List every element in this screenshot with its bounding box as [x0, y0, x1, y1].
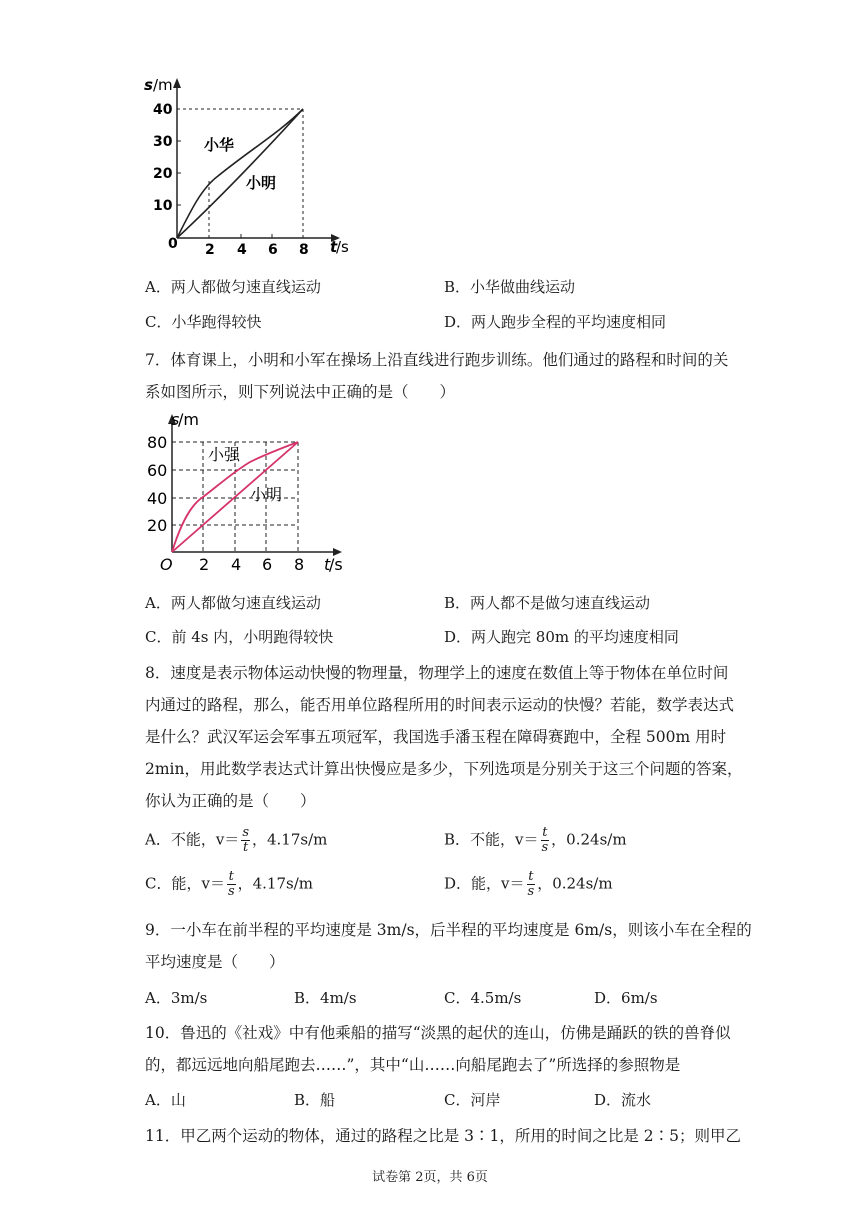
- graph-2-xlabel-unit: /s: [329, 555, 343, 574]
- graph-2-xtick: 4: [231, 555, 242, 574]
- graph-1-xlabel-t: t: [330, 238, 338, 256]
- graph-2-ytick: 80: [147, 433, 168, 452]
- graph-1-ytick: 10: [153, 198, 173, 214]
- q8-stem-line4: 2min，用此数学表达式计算出快慢应是多少，下列选项是分别关于这三个问题的答案，: [145, 760, 743, 778]
- fraction: $\frac{s}{t}$: [242, 825, 249, 855]
- q10-stem-line2: 的，都远远地向船尾跑去……”，其中“山……向船尾跑去了”所选择的参照物是: [145, 1056, 681, 1074]
- graph-2-xlabel-t: t: [324, 555, 331, 574]
- q8-stem-line3: 是什么？武汉军运会军事五项冠军，我国选手潘玉程在障碍赛跑中，全程 500m 用时: [145, 728, 727, 746]
- q10-option-a: A．山: [145, 1091, 186, 1109]
- q6-option-b: B．小华做曲线运动: [444, 278, 576, 296]
- q8-option-d: D．能，v＝ $\frac{t}{s}$ ，0.24s/m: [444, 869, 613, 899]
- graph-1-label-xiaoming: 小明: [246, 174, 277, 192]
- graph-1-ytick: 30: [153, 134, 173, 150]
- q9-option-c: C．4.5m/s: [444, 989, 522, 1007]
- q9-option-b: B．4m/s: [294, 989, 357, 1007]
- graph-1-ylabel-s: s: [144, 76, 153, 94]
- q8-option-a: A．不能，v＝ $\frac{s}{t}$ ，4.17s/m: [145, 825, 328, 855]
- page-footer: 试卷第 2页，共 6页: [372, 1170, 488, 1185]
- q9-stem-line1: 9．一小车在前半程的平均速度是 3m/s，后半程的平均速度是 6m/s，则该小车在全程的: [145, 921, 752, 939]
- graph-2-ytick: 20: [147, 516, 168, 535]
- graph-2-origin: O: [160, 555, 173, 574]
- q8-stem-line1: 8．速度是表示物体运动快慢的物理量，物理学上的速度在数值上等于物体在单位时间: [145, 664, 729, 682]
- graph-2-ytick: 40: [147, 489, 168, 508]
- q6-option-a: A．两人都做匀速直线运动: [145, 278, 321, 296]
- q7-option-d: D．两人跑完 80m 的平均速度相同: [444, 628, 679, 646]
- q6-option-d: D．两人跑步全程的平均速度相同: [444, 313, 667, 331]
- q10-option-b: B．船: [294, 1091, 336, 1109]
- q8-option-b: B．不能，v＝ $\frac{t}{s}$ ，0.24s/m: [444, 825, 627, 855]
- q10-option-d: D．流水: [594, 1091, 652, 1109]
- graph-1-origin: 0: [168, 236, 178, 252]
- graph-2-ytick: 60: [147, 461, 168, 480]
- graph-2-ylabel-s: s: [171, 410, 180, 429]
- q8-stem-line5: 你认为正确的是（ ）: [145, 792, 316, 810]
- graph-2-xtick: 2: [199, 555, 210, 574]
- q9-option-a: A．3m/s: [145, 989, 208, 1007]
- q7-option-a: A．两人都做匀速直线运动: [145, 594, 321, 612]
- q10-option-c: C．河岸: [444, 1091, 501, 1109]
- graph-1-xlabel-unit: /s: [336, 238, 349, 256]
- q9-option-d: D．6m/s: [594, 989, 658, 1007]
- graph-2-xtick: 8: [294, 555, 305, 574]
- q9-stem-line2: 平均速度是（ ）: [145, 953, 285, 971]
- fraction: $\frac{t}{s}$: [227, 869, 235, 899]
- graph-1-xtick: 4: [237, 242, 247, 258]
- q7-stem-line1: 7．体育课上，小明和小军在操场上沿直线进行跑步训练。他们通过的路程和时间的关: [145, 351, 729, 369]
- graph-1: [140, 68, 350, 258]
- q6-option-c: C．小华跑得较快: [145, 313, 262, 331]
- graph-1-xtick: 6: [268, 242, 278, 258]
- graph-1-ylabel-unit: /m: [153, 76, 173, 94]
- q8-stem-line2: 内通过的路程，那么，能否用单位路程所用的时间表示运动的快慢？若能，数学表达式: [145, 696, 735, 714]
- q10-stem-line1: 10．鲁迅的《社戏》中有他乘船的描写“淡黑的起伏的连山，仿佛是踊跃的铁的兽脊似: [145, 1024, 731, 1042]
- q7-option-c: C．前 4s 内，小明跑得较快: [145, 628, 334, 646]
- q8-option-c: C．能，v＝ $\frac{t}{s}$ ，4.17s/m: [145, 869, 313, 899]
- graph-1-label-xiaohua: 小华: [204, 136, 235, 154]
- graph-1-ytick: 40: [153, 102, 173, 118]
- q11-stem-line1: 11．甲乙两个运动的物体，通过的路程之比是 3∶1，所用的时间之比是 2∶5；则甲乙: [145, 1127, 742, 1145]
- fraction: $\frac{t}{s}$: [541, 825, 549, 855]
- q7-stem-line2: 系如图所示，则下列说法中正确的是（ ）: [145, 383, 456, 401]
- graph-1-xtick: 2: [205, 242, 215, 258]
- graph-2-xtick: 6: [262, 555, 273, 574]
- graph-2: [140, 408, 360, 580]
- graph-1-line-xiaoming: [177, 109, 303, 238]
- graph-1-xtick: 8: [299, 242, 309, 258]
- graph-2-ylabel-unit: /m: [178, 410, 199, 429]
- graph-2-label-xiaoming: 小明: [250, 485, 283, 504]
- q7-option-b: B．两人都不是做匀速直线运动: [444, 594, 651, 612]
- graph-2-label-xiaoqiang: 小强: [208, 445, 241, 464]
- fraction: $\frac{t}{s}$: [527, 869, 535, 899]
- graph-1-y-arrow: [173, 78, 181, 88]
- graph-1-ytick: 20: [153, 166, 173, 182]
